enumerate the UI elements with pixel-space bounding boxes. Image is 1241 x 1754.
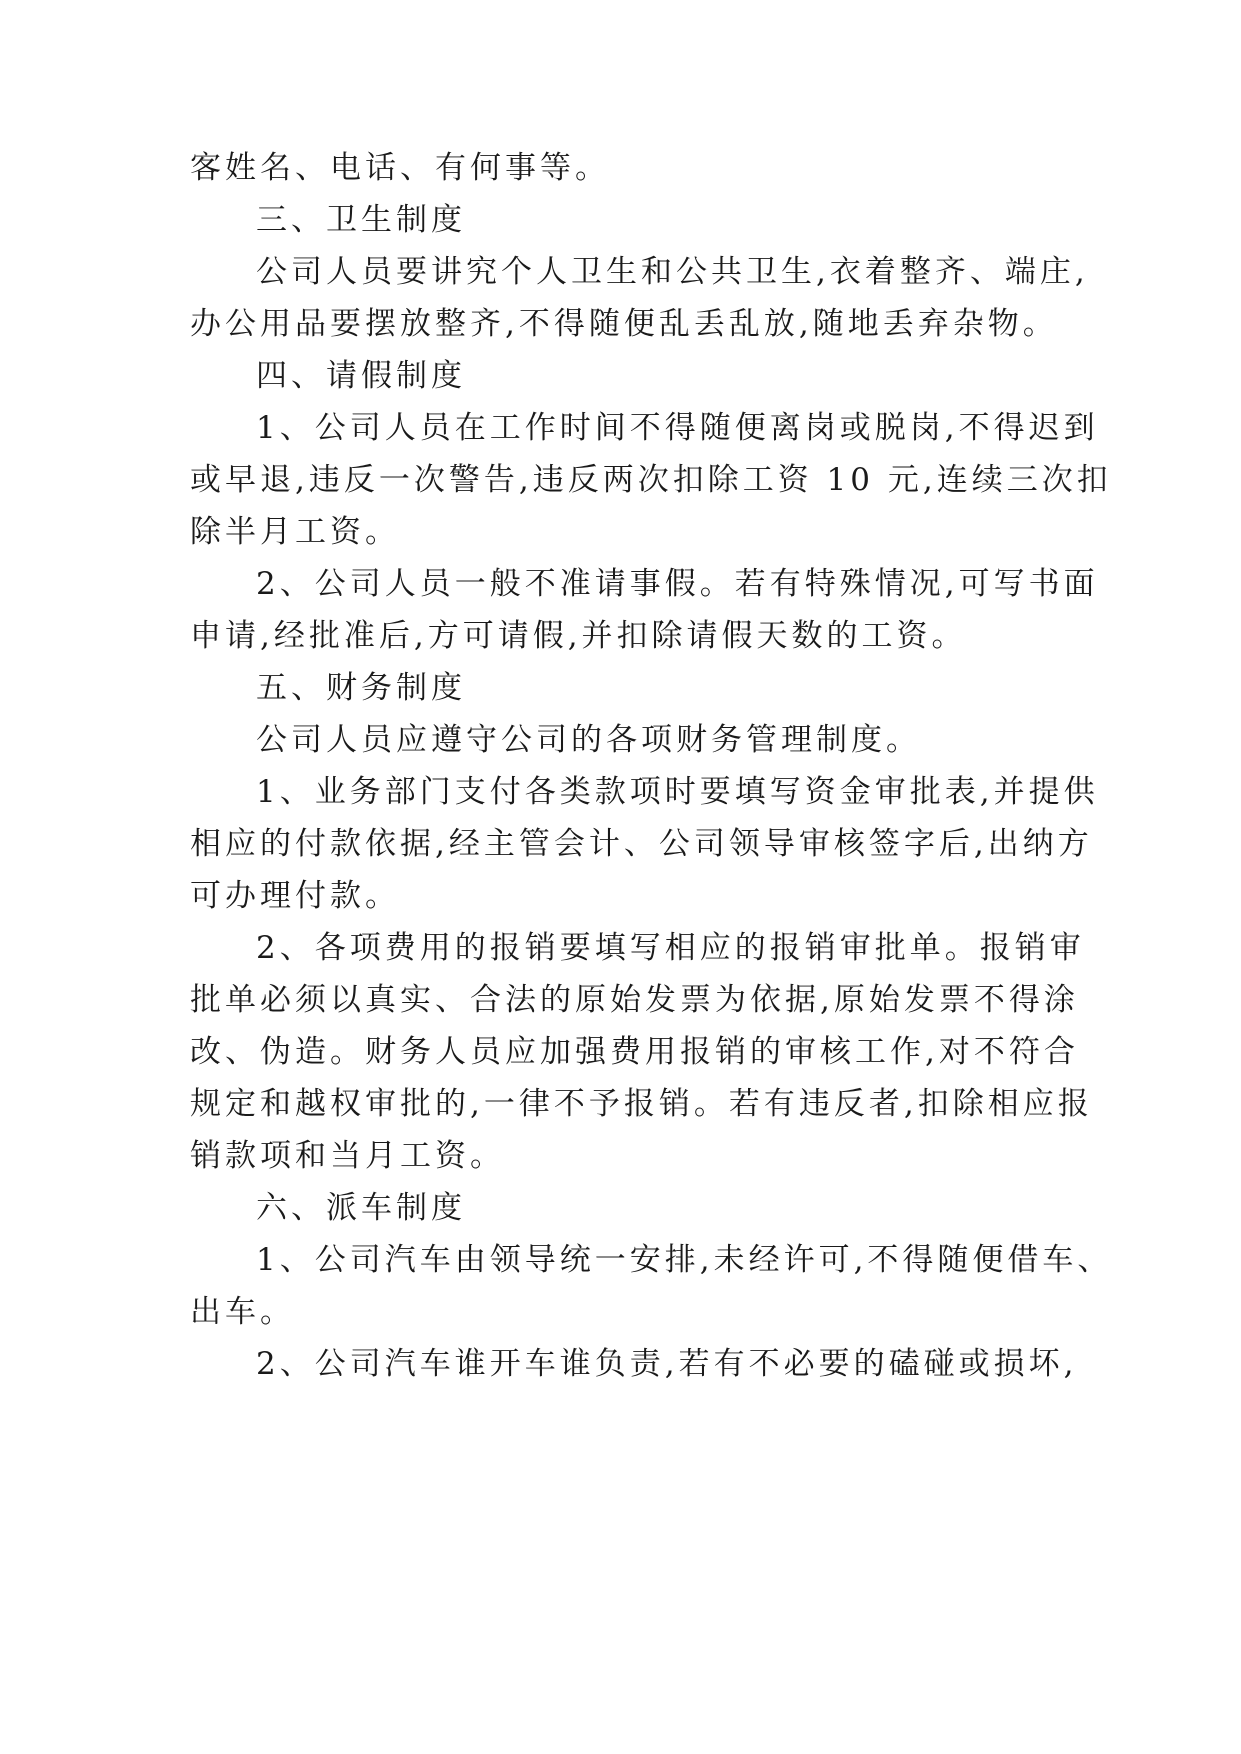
text-line: 公司人员应遵守公司的各项财务管理制度。	[256, 722, 921, 758]
section-heading-hygiene: 三、卫生制度	[256, 202, 466, 238]
text-line: 销款项和当月工资。	[190, 1138, 505, 1174]
text-line: 申请,经批准后,方可请假,并扣除请假天数的工资。	[190, 618, 967, 654]
section-heading-vehicle: 六、派车制度	[256, 1190, 466, 1226]
text-line: 公司人员要讲究个人卫生和公共卫生,衣着整齐、端庄,	[256, 254, 1089, 290]
text-line: 客姓名、电话、有何事等。	[190, 150, 610, 186]
text-line: 相应的付款依据,经主管会计、公司领导审核签字后,出纳方	[190, 826, 1093, 862]
text-line: 或早退,违反一次警告,违反两次扣除工资 10 元,连续三次扣	[190, 462, 1112, 498]
text-line: 1、公司汽车由领导统一安排,未经许可,不得随便借车、	[256, 1242, 1113, 1278]
text-line: 2、各项费用的报销要填写相应的报销审批单。报销审	[256, 930, 1085, 966]
text-line: 2、公司汽车谁开车谁负责,若有不必要的磕碰或损坏,	[256, 1346, 1078, 1382]
text-line: 办公用品要摆放整齐,不得随便乱丢乱放,随地丢弃杂物。	[190, 306, 1058, 342]
section-heading-finance: 五、财务制度	[256, 670, 466, 706]
text-line: 规定和越权审批的,一律不予报销。若有违反者,扣除相应报	[190, 1086, 1093, 1122]
text-line: 除半月工资。	[190, 514, 400, 550]
text-line: 1、公司人员在工作时间不得随便离岗或脱岗,不得迟到	[256, 410, 1099, 446]
text-line: 出车。	[190, 1294, 295, 1330]
text-line: 改、伪造。财务人员应加强费用报销的审核工作,对不符合	[190, 1034, 1079, 1070]
text-line: 可办理付款。	[190, 878, 400, 914]
text-line: 2、公司人员一般不准请事假。若有特殊情况,可写书面	[256, 566, 1099, 602]
text-line: 1、业务部门支付各类款项时要填写资金审批表,并提供	[256, 774, 1099, 810]
text-line: 批单必须以真实、合法的原始发票为依据,原始发票不得涂	[190, 982, 1079, 1018]
section-heading-leave: 四、请假制度	[256, 358, 466, 394]
